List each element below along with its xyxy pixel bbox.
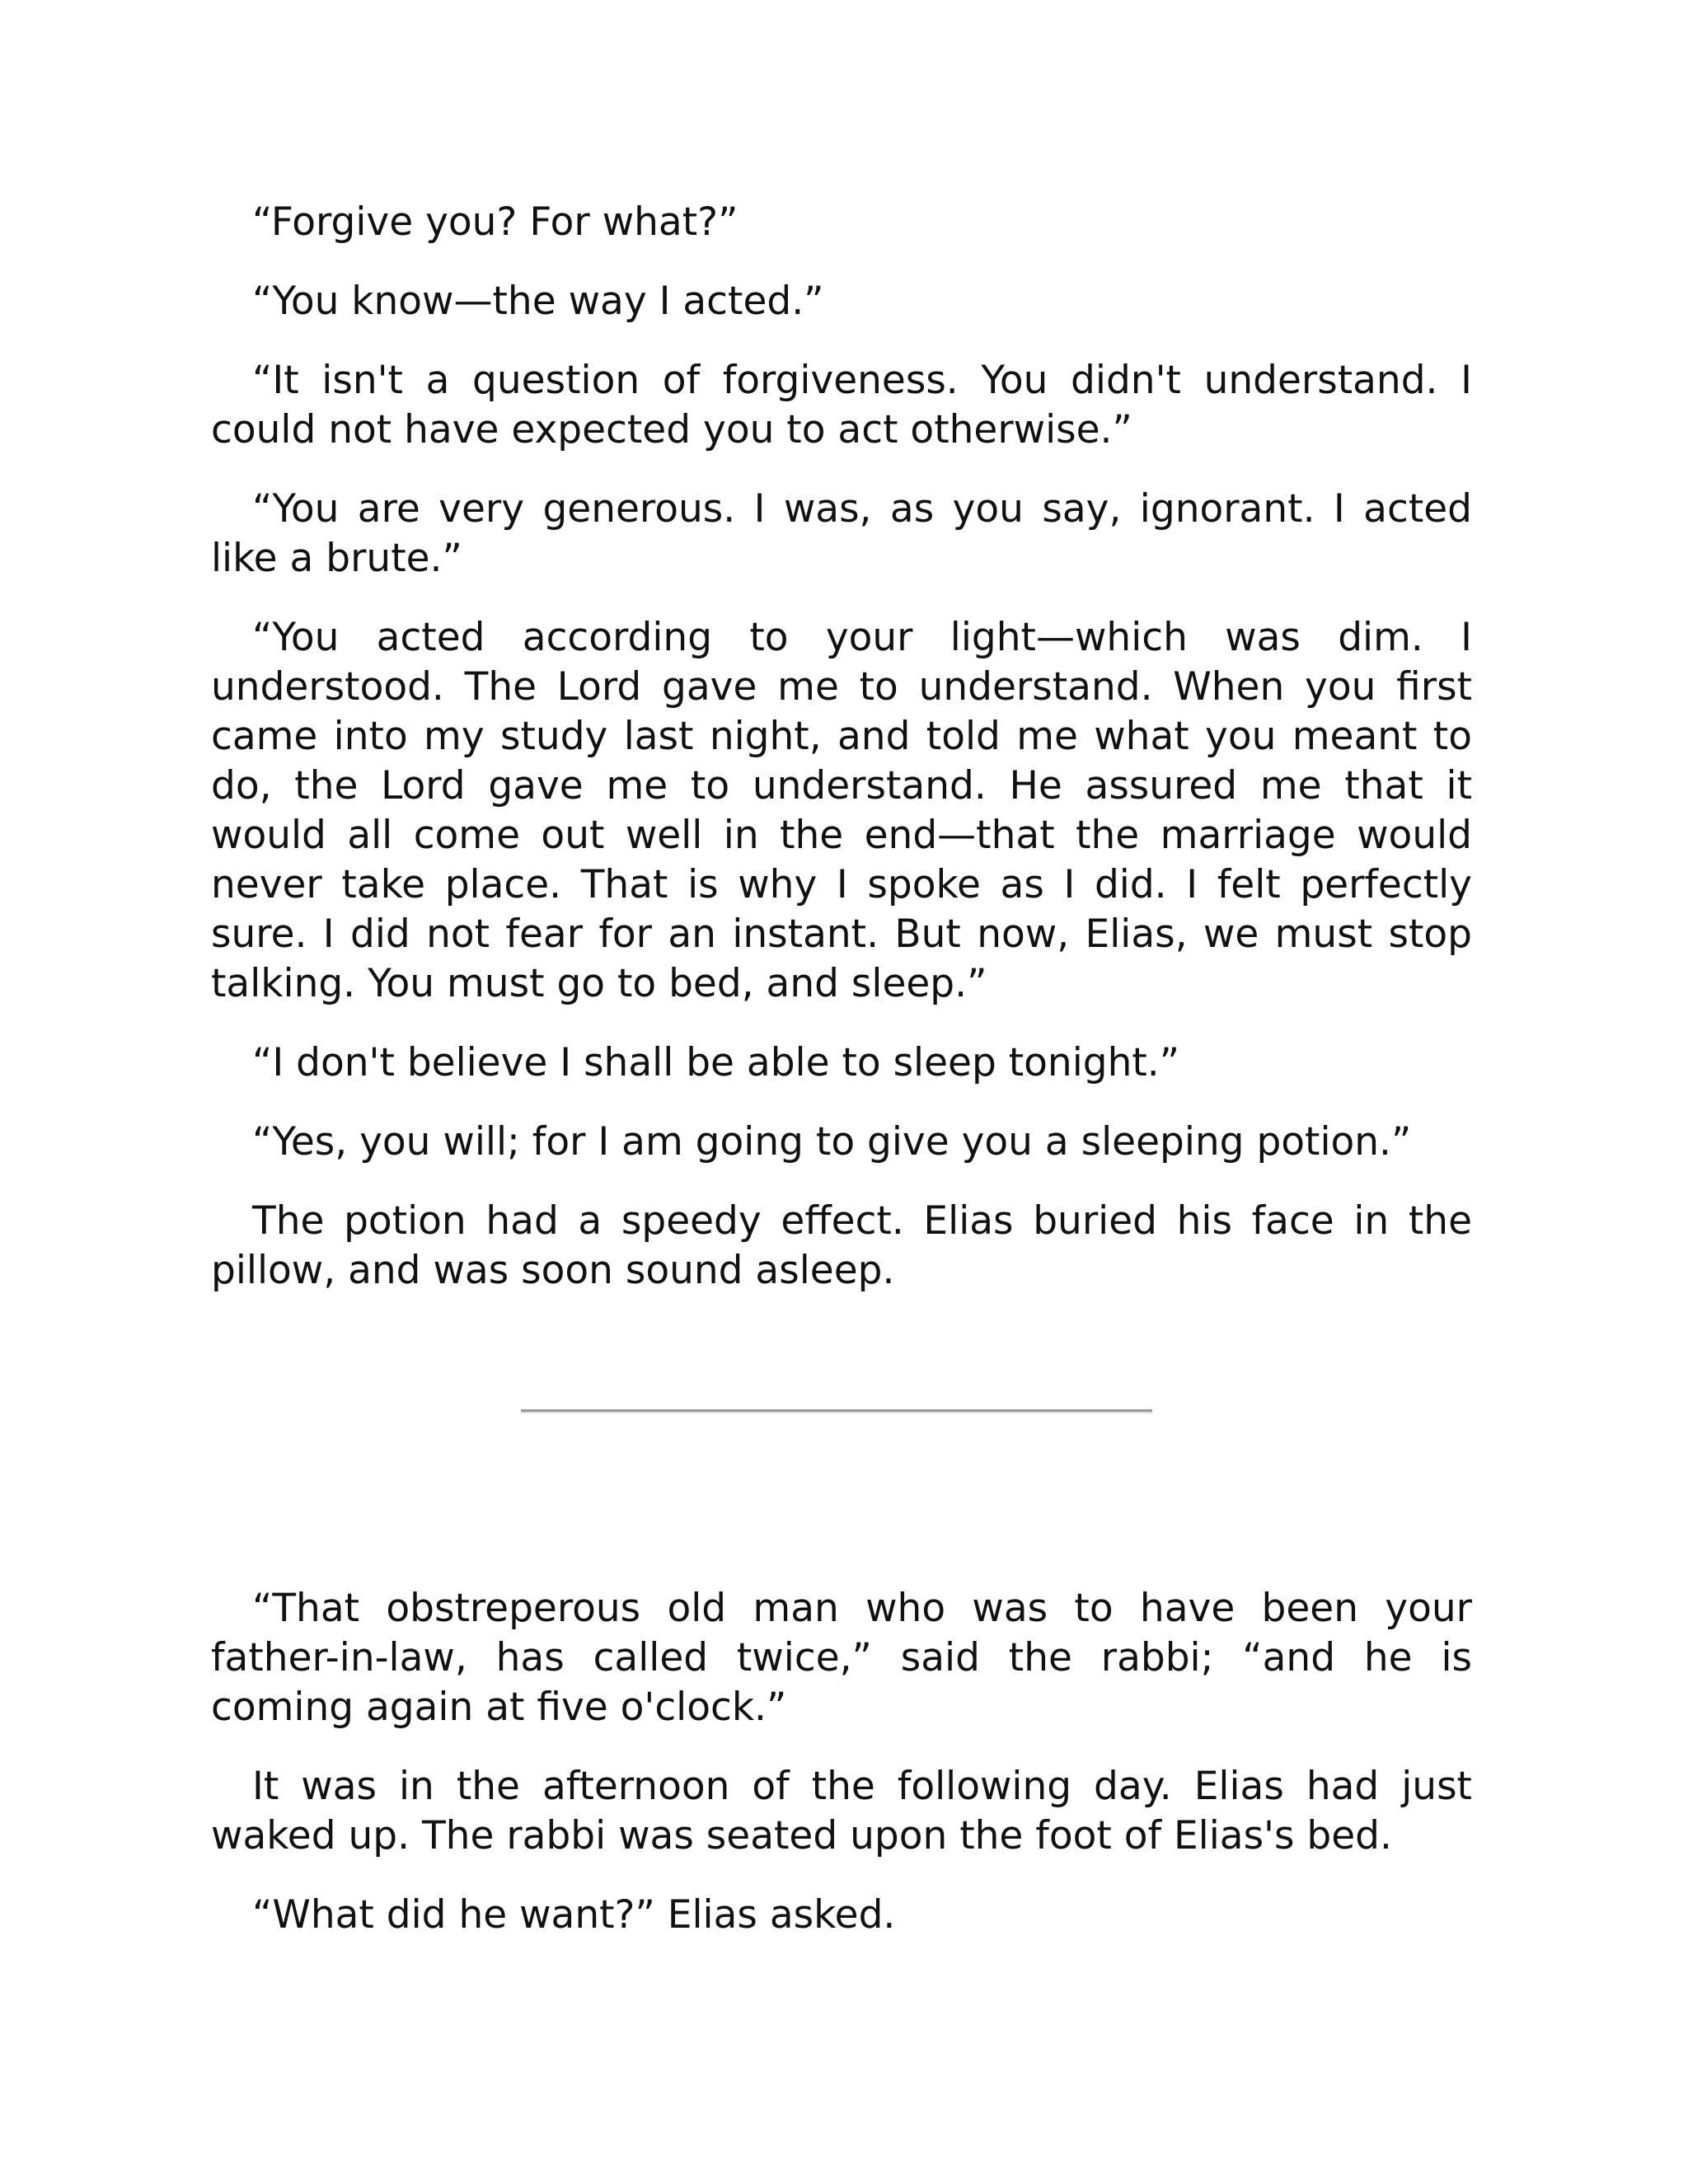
paragraph: “That obstreperous old man who was to have been your father-in-law, has called twice,” said the rabbi; “and he is coming again at five o'clock.” [211, 1586, 1472, 1730]
paragraph: “You are very generous. I was, as you say, ignorant. I acted like a brute.” [211, 486, 1472, 581]
paragraph: “You know—the way I acted.” [252, 279, 824, 324]
paragraph: “You acted according to your light—which was dim. I understood. The Lord gave me to understand. When you first came into my study last night, and told me what you meant to do, the Lord gave me to understand. He assured me that it would all come out well in the end—that the marriage would never take place. That is why I spoke as I did. I felt perfectly sure. I did not fear for an instant. But now, Elias, we must stop talking. You must go to bed, and sleep.” [211, 615, 1472, 1006]
paragraph: It was in the afternoon of the following day. Elias had just waked up. The rabbi was seated upon the foot of Elias's bed. [211, 1764, 1472, 1858]
section-divider [521, 1409, 1152, 1413]
text-section-1 [211, 198, 1472, 1325]
paragraph: The potion had a speedy effect. Elias buried his face in the pillow, and was soon sound asleep. [211, 1198, 1472, 1293]
paragraph: “I don't believe I shall be able to sleep tonight.” [252, 1040, 1180, 1085]
text-section-2 [211, 1584, 1472, 1970]
paragraph: “Yes, you will; for I am going to give you a sleeping potion.” [252, 1119, 1412, 1165]
paragraph: “Forgive you? For what?” [252, 199, 738, 245]
paragraph: “What did he want?” Elias asked. [252, 1892, 896, 1938]
paragraph: “It isn't a question of forgiveness. You didn't understand. I could not have expected you to act otherwise.” [211, 358, 1472, 452]
